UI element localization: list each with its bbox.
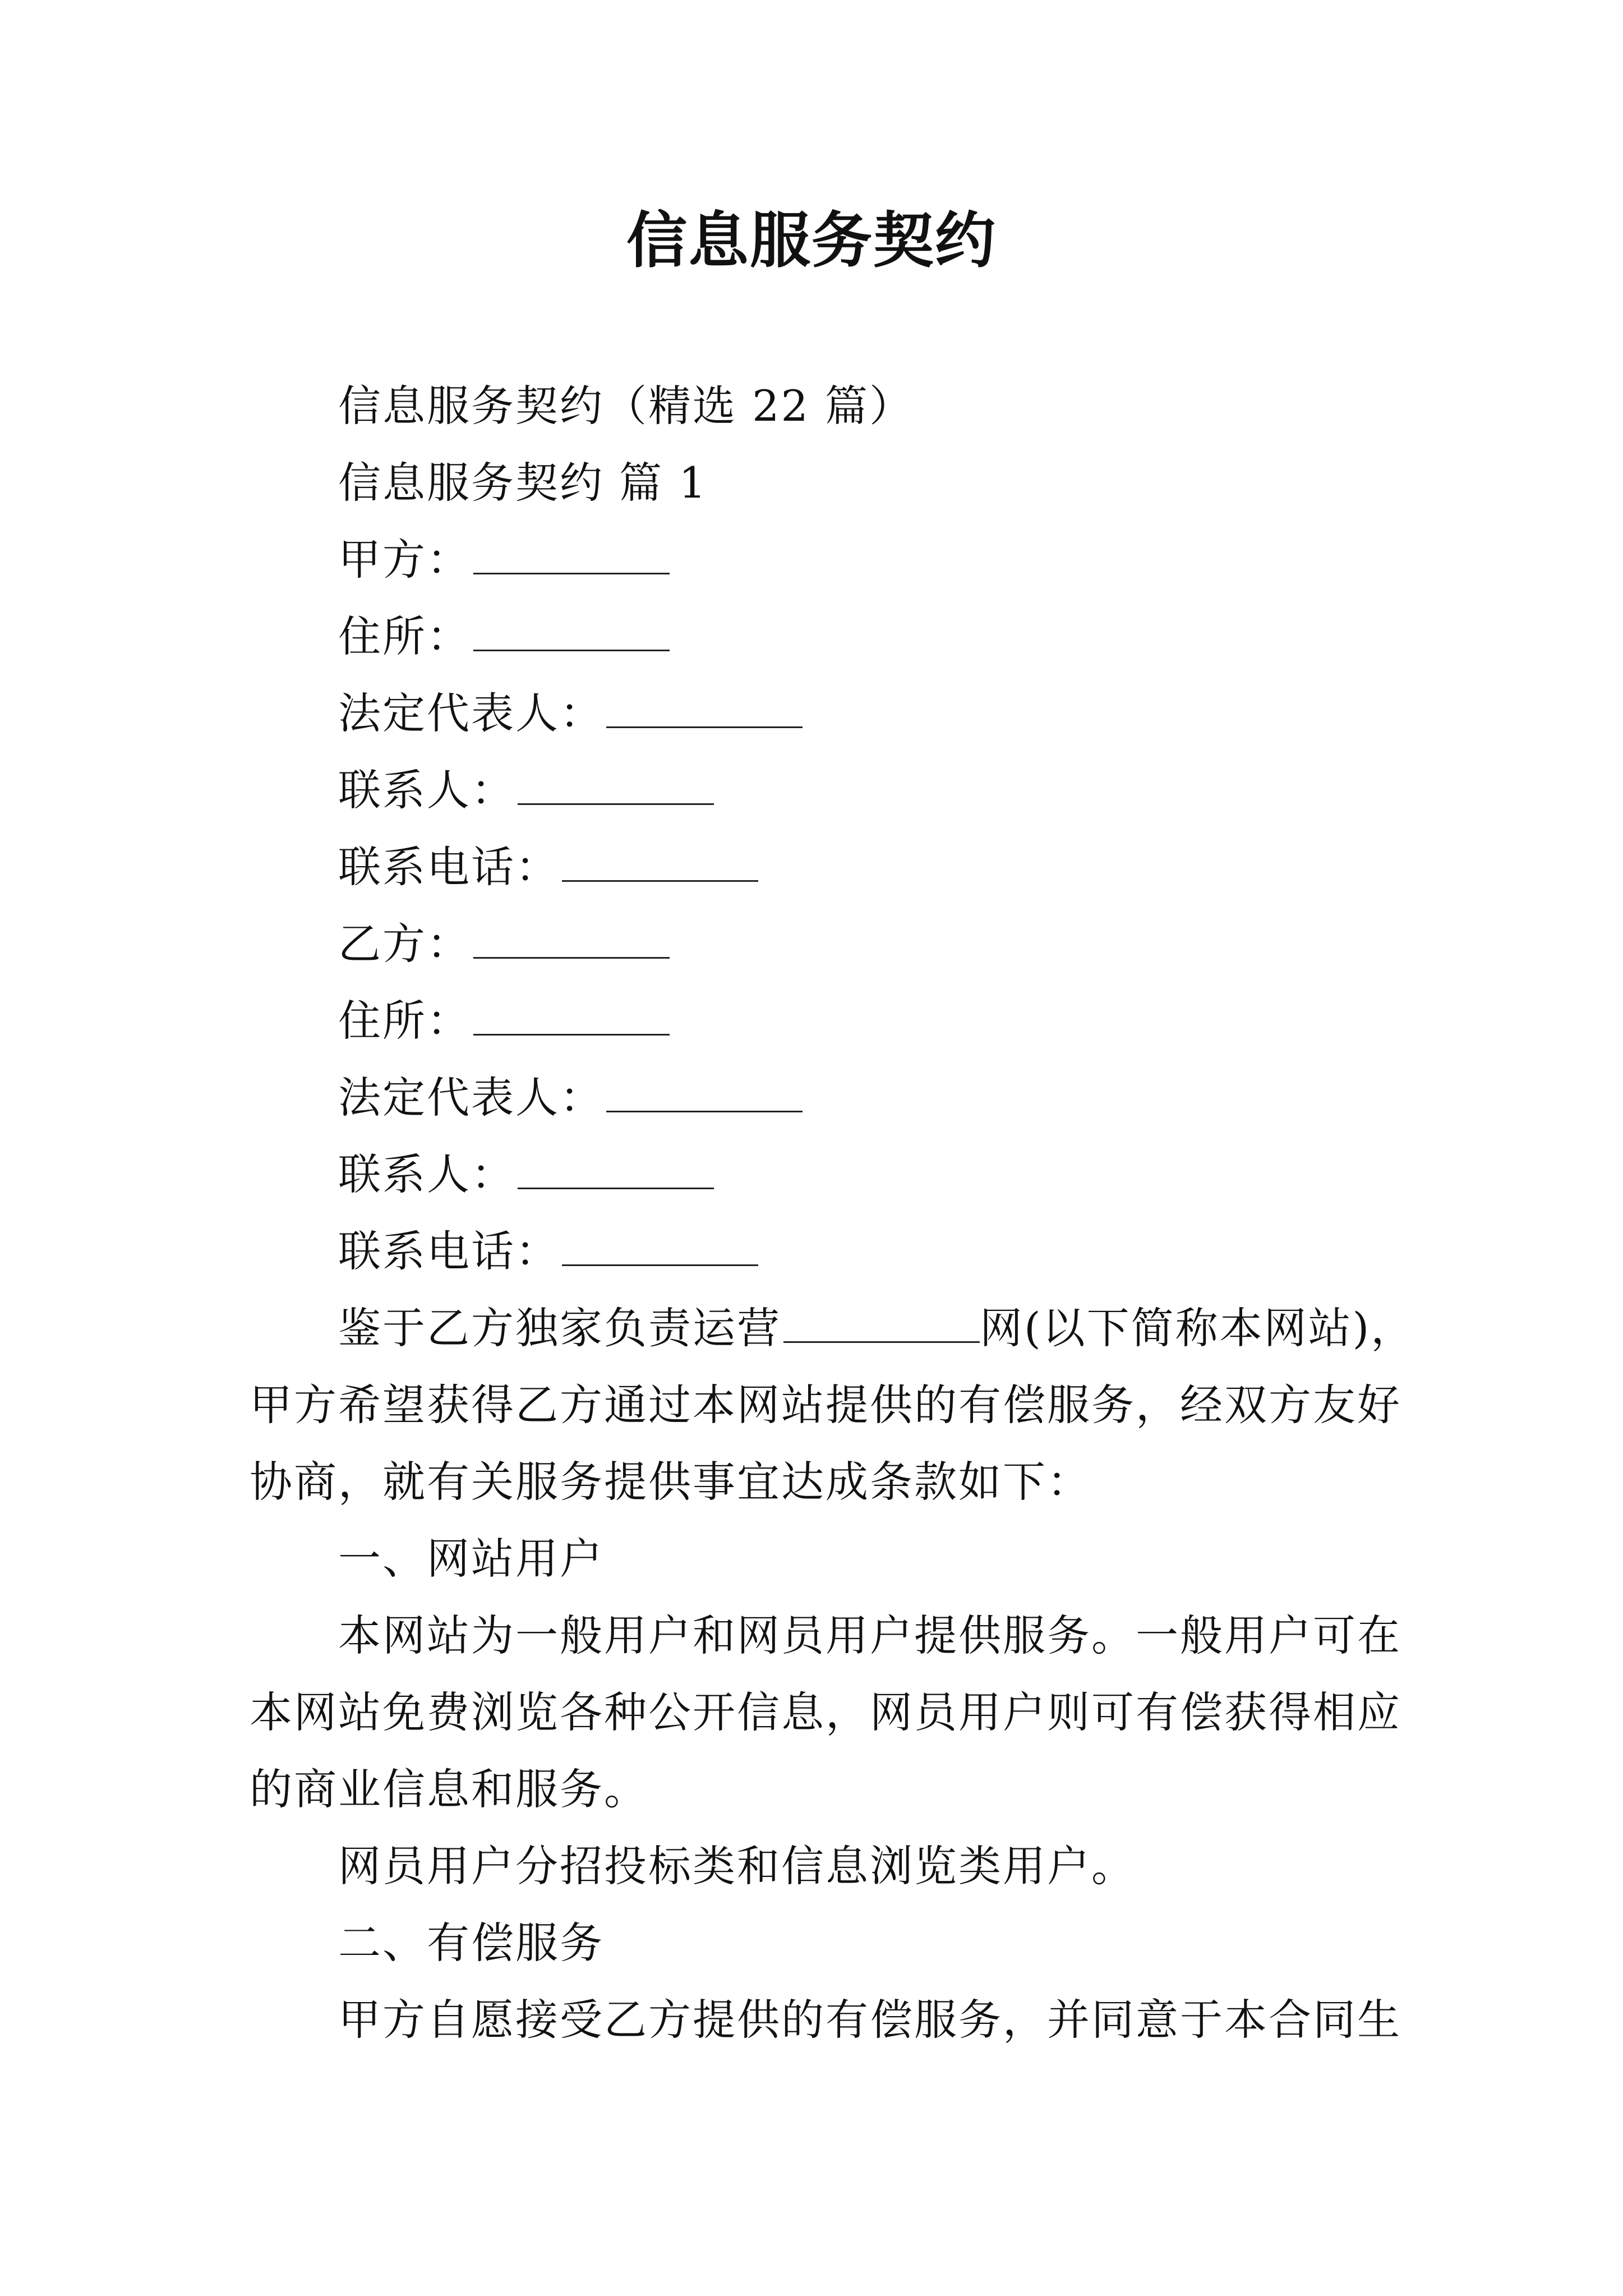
field-party-a <box>250 521 1405 598</box>
field-label: 法定代表人： <box>338 1073 604 1122</box>
fill-in-blank <box>473 539 670 574</box>
field-label: 法定代表人： <box>338 688 604 738</box>
field-label: 乙方： <box>338 919 471 969</box>
fill-in-blank <box>783 1308 980 1343</box>
section-2-heading: 二、有偿服务 <box>338 1918 604 1968</box>
fill-in-blank <box>473 923 670 959</box>
document-title: 信息服务契约 <box>626 206 997 276</box>
fill-in-blank <box>473 616 670 651</box>
field-party-b <box>250 905 1405 982</box>
field-label: 甲方： <box>338 535 471 585</box>
section-1-paragraph-2: 网员用户分招投标类和信息浏览类用户。 <box>338 1841 1136 1891</box>
fill-in-blank <box>518 770 714 805</box>
section-1-paragraph-line: 的商业信息和服务。 <box>250 1764 648 1814</box>
field-party-b-phone <box>250 1213 1405 1290</box>
field-label: 联系电话： <box>338 842 560 892</box>
document-subtitle: 信息服务契约（精选 22 篇） <box>338 381 914 431</box>
field-party-b-legal-rep <box>250 1059 1405 1136</box>
section-1-heading: 一、网站用户 <box>338 1534 604 1584</box>
section-heading: 信息服务契约 篇 1 <box>338 458 708 508</box>
document-body <box>250 367 1415 2058</box>
field-party-b-contact <box>250 1136 1405 1213</box>
fill-in-blank <box>473 1000 670 1036</box>
field-party-b-address <box>250 982 1405 1059</box>
section-1-paragraph-line: 本网站免费浏览各种公开信息，网员用户则可有偿获得相应 <box>250 1687 1401 1737</box>
field-party-a-phone <box>250 829 1405 905</box>
field-party-a-legal-rep <box>250 675 1405 752</box>
field-party-a-contact <box>250 752 1405 829</box>
section-2-paragraph-line: 甲方自愿接受乙方提供的有偿服务，并同意于本合同生 <box>338 1995 1401 2045</box>
preamble-line-1 <box>250 1290 1415 1366</box>
field-label: 联系人： <box>338 1149 515 1199</box>
field-label: 联系人： <box>338 765 515 815</box>
preamble-line-2: 甲方希望获得乙方通过本网站提供的有偿服务，经双方友好 <box>250 1380 1401 1430</box>
preamble-line-3: 协商，就有关服务提供事宜达成条款如下： <box>250 1457 1091 1507</box>
preamble-text: 网(以下简称本网站)， <box>980 1303 1415 1353</box>
fill-in-blank <box>562 1231 758 1266</box>
fill-in-blank <box>562 846 758 882</box>
fill-in-blank <box>518 1154 714 1189</box>
fill-in-blank <box>606 693 803 728</box>
preamble-text: 鉴于乙方独家负责运营 <box>338 1303 781 1353</box>
field-label: 住所： <box>338 996 471 1046</box>
fill-in-blank <box>606 1077 803 1112</box>
field-label: 住所： <box>338 611 471 661</box>
field-party-a-address <box>250 598 1405 675</box>
field-label: 联系电话： <box>338 1226 560 1276</box>
section-1-paragraph-line: 本网站为一般用户和网员用户提供服务。一般用户可在 <box>338 1611 1401 1660</box>
